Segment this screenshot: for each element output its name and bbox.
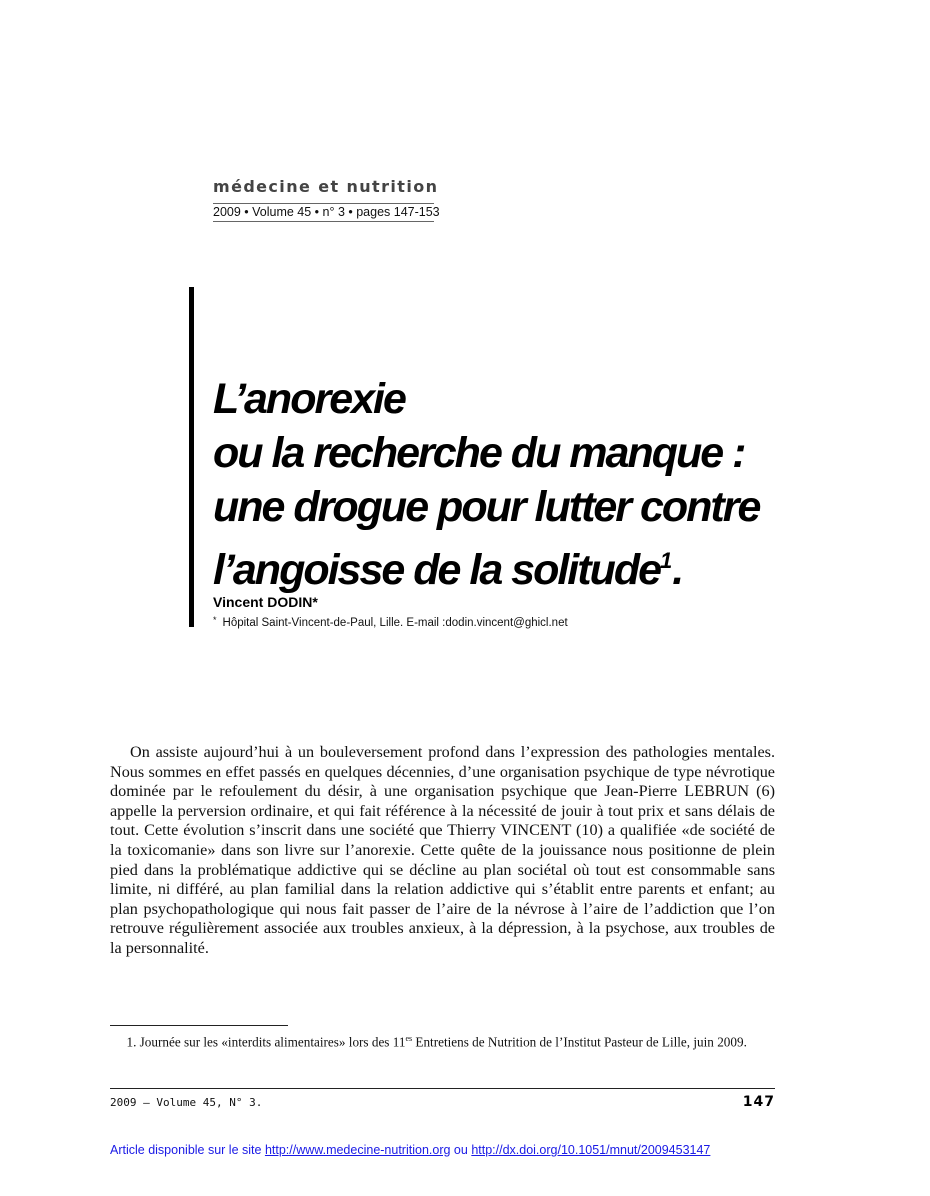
author-name: Vincent DODIN* <box>213 594 318 610</box>
availability-prefix: Article disponible sur le site <box>110 1143 265 1157</box>
footnote-divider <box>110 1025 288 1026</box>
footnote-superscript: es <box>405 1034 413 1043</box>
footer-issue: 2009 – Volume 45, N° 3. <box>110 1096 263 1109</box>
footnote-text-before: Journée sur les «interdits alimentaires» lors des 11 <box>139 1034 406 1050</box>
title-footnote-marker: 1 <box>660 548 673 573</box>
title-end-period: . <box>672 546 683 594</box>
title-line-4-text: l’angoisse de la solitude <box>213 546 661 594</box>
title-line-2: ou la recherche du manque : <box>213 429 745 477</box>
doi-link[interactable]: http://dx.doi.org/10.1051/mnut/2009453147 <box>471 1143 711 1157</box>
footnote <box>110 1031 775 1050</box>
availability-middle: ou <box>450 1143 472 1157</box>
footer-divider <box>110 1088 775 1089</box>
body-paragraph: On assiste aujourd’hui à un bouleversement profond dans l’expression des pathologies mentales. Nous sommes en effet passés en quelques décennies, d’une organisation psychique de type névrotique dominée par le refoulement du désir, à une organisation psychique que Jean-Pierre LEBRUN (6) appelle la perversion ordinaire, et qui fait référence à la nécessité de jouir à tout prix et sans délais de tout. Cette évolution s’inscrit dans une société que Thierry VINCENT (10) a qualifiée «de société de la toxicomanie» dans son livre sur l’anorexie. Cette quête de la jouissance nous positionne de plein pied dans la problématique addictive qui se décline au plan sociétal où tout est consommable sans limite, ni différé, au plan familial dans la relation addictive qui s’établit entre parents et enfant; au plan psychopathologique qui nous fait passer de l’aire de la névrose à l’aire de l’addiction que l’on retrouve régulièrement associée aux troubles anxieux, à la dépression, à la psychose, aux troubles de la personnalité. <box>110 743 775 957</box>
page-number: 147 <box>742 1094 775 1110</box>
author-affiliation <box>213 615 568 629</box>
affiliation-marker: * <box>213 615 217 625</box>
footnote-text-after: Entretiens de Nutrition de l’Institut Pasteur de Lille, juin 2009. <box>412 1034 747 1050</box>
footnote-number: 1. <box>126 1034 137 1050</box>
journal-meta: 2009 • Volume 45 • n° 3 • pages 147-153 <box>213 203 434 222</box>
availability-line <box>110 1143 710 1157</box>
title-line-1: L’anorexie <box>213 375 405 423</box>
title-line-4 <box>213 534 813 597</box>
title-line-3: une drogue pour lutter contre <box>213 483 760 531</box>
journal-name: médecine et nutrition <box>213 177 439 196</box>
article-title <box>213 372 813 597</box>
affiliation-text: Hôpital Saint-Vincent-de-Paul, Lille. E-mail :dodin.vincent@ghicl.net <box>222 617 568 629</box>
title-side-bar <box>189 287 194 627</box>
journal-site-link[interactable]: http://www.medecine-nutrition.org <box>264 1143 451 1157</box>
